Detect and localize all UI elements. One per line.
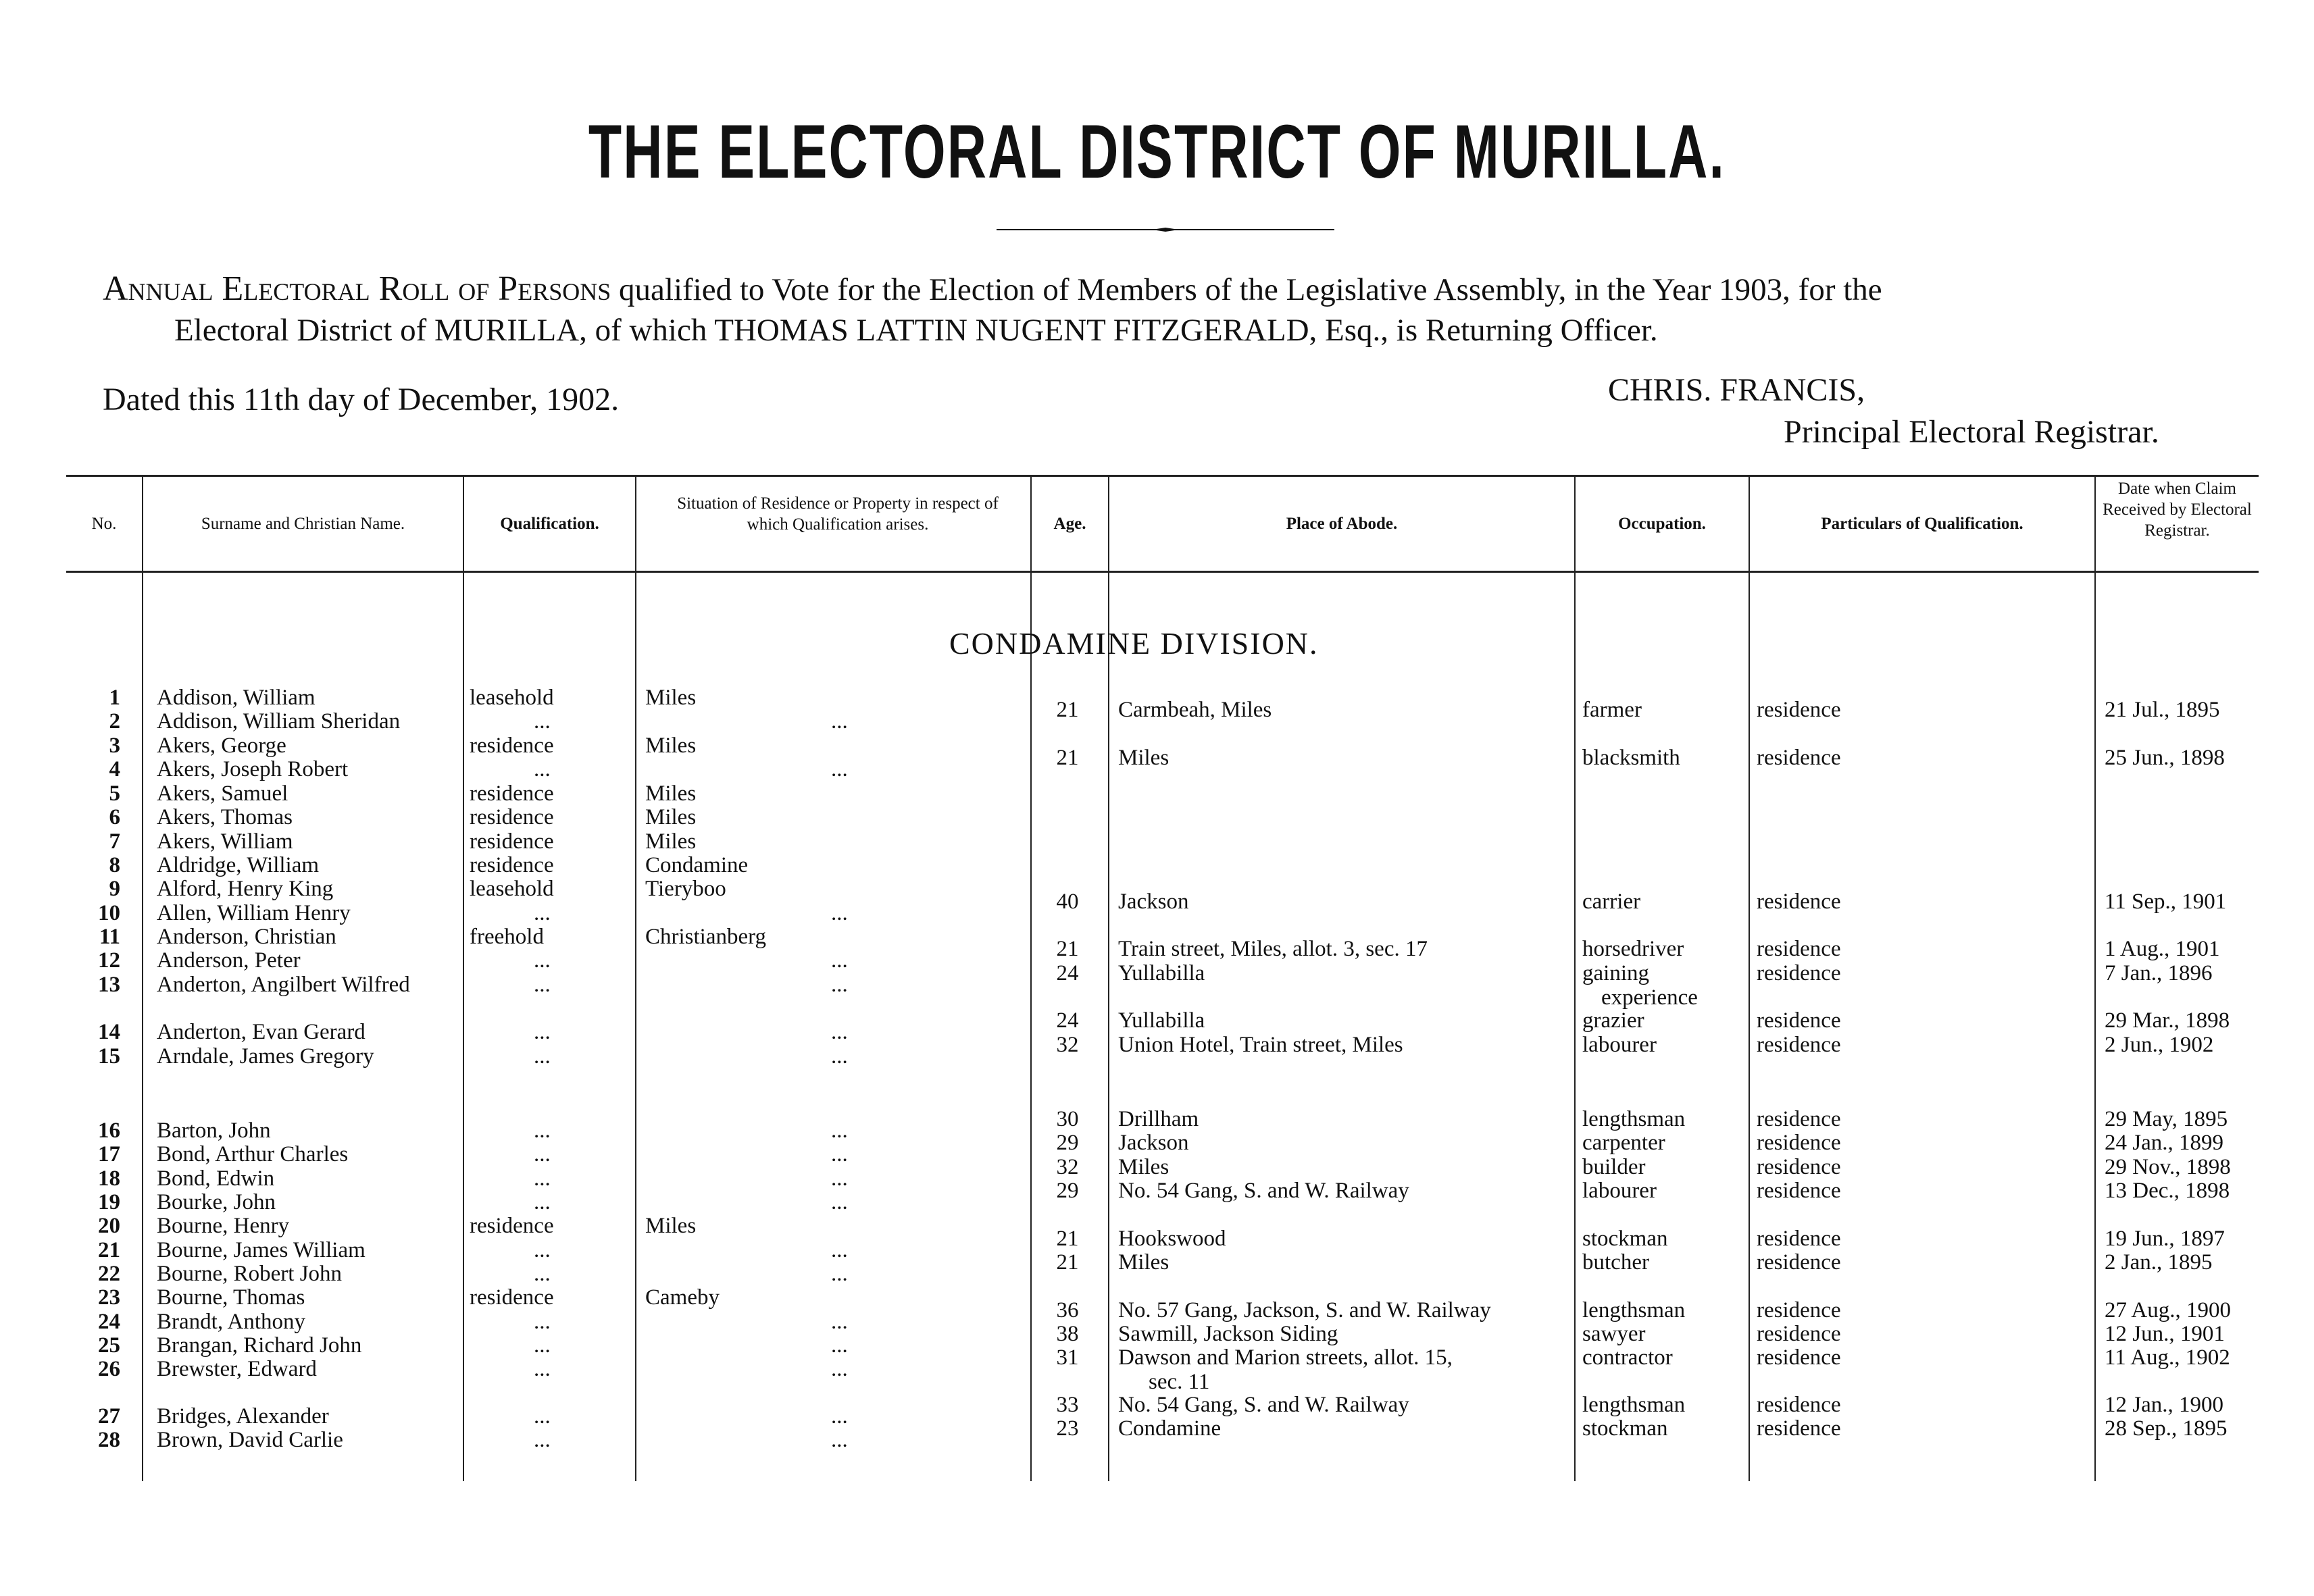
cell-date: 29 May, 1895 [2105,1107,2228,1131]
cell-date: 2 Jan., 1895 [2105,1250,2213,1275]
cell-qual: residence [470,853,554,877]
cell-sit: ... [831,1333,848,1358]
cell-no: 7 [109,829,120,854]
cell-no: 12 [98,948,120,973]
cell-no: 15 [98,1044,120,1069]
cell-name: Bourne, Henry [157,1214,290,1238]
header-age: Age. [1053,515,1086,533]
cell-part: residence [1757,1250,1841,1275]
cell-date: 11 Aug., 1902 [2105,1345,2230,1370]
cell-part: residence [1757,1322,1841,1346]
cell-date: 12 Jun., 1901 [2105,1322,2225,1346]
header-name: Surname and Christian Name. [201,515,405,533]
cell-sit: ... [831,1428,848,1452]
cell-sit: ... [831,1044,848,1069]
cell-occ: sawyer [1582,1322,1646,1346]
cell-part: residence [1757,1345,1841,1370]
cell-name: Bond, Arthur Charles [157,1142,349,1166]
cell-abode: Yullabilla [1118,1008,1205,1033]
cell-name: Bourne, James William [157,1238,366,1262]
cell-age: 30 [1056,1107,1079,1131]
cell-abode: No. 54 Gang, S. and W. Railway [1118,1179,1409,1203]
cell-age: 40 [1056,890,1079,914]
cell-no: 9 [109,877,120,901]
cell-no: 1 [109,686,120,710]
cell-age: 21 [1056,1227,1079,1251]
page-title: THE ELECTORAL DISTRICT OF MURILLA. [588,109,1726,194]
cell-name: Akers, George [157,733,286,758]
cell-abode: Jackson [1118,890,1189,914]
cell-abode-continued: sec. 11 [1149,1370,1210,1394]
intro-rest: qualified to Vote for the Election of Members of the Legislative Assembly, in the Year 1903, for the [611,272,1882,307]
cell-abode: Sawmill, Jackson Siding [1118,1322,1338,1346]
cell-part: residence [1757,746,1841,770]
cell-no: 14 [98,1020,120,1044]
cell-sit: Condamine [645,853,749,877]
cell-abode: Union Hotel, Train street, Miles [1118,1033,1403,1057]
cell-qual: ... [534,948,551,973]
cell-part: residence [1757,961,1841,985]
cell-sit: ... [831,1166,848,1191]
cell-sit: Miles [645,686,697,710]
cell-qual: freehold [470,925,544,949]
cell-occ: lengthsman [1582,1393,1686,1417]
cell-sit: ... [831,1190,848,1214]
column-divider [142,475,143,1481]
cell-occ: stockman [1582,1227,1668,1251]
cell-date: 13 Dec., 1898 [2105,1179,2230,1203]
cell-no: 16 [98,1118,120,1143]
header-situation: Situation of Residence or Property in respect of which Qualification arises. [677,494,999,534]
cell-name: Anderton, Evan Gerard [157,1020,366,1044]
cell-occ: lengthsman [1582,1298,1686,1322]
cell-qual: ... [534,1357,551,1381]
cell-name: Alford, Henry King [157,877,334,901]
cell-name: Akers, Thomas [157,805,293,829]
cell-name: Arndale, James Gregory [157,1044,374,1069]
cell-occ: grazier [1582,1008,1644,1033]
cell-abode: Jackson [1118,1131,1189,1155]
cell-sit: Miles [645,781,697,806]
column-divider [1574,475,1576,1481]
cell-sit: Miles [645,829,697,854]
cell-qual: ... [534,757,551,781]
cell-name: Brewster, Edward [157,1357,317,1381]
column-divider [1749,475,1750,1481]
cell-sit: Christianberg [645,925,767,949]
cell-sit: Miles [645,733,697,758]
cell-qual: ... [534,1404,551,1428]
title-ornament-rule [997,228,1334,232]
cell-name: Bourne, Robert John [157,1262,343,1286]
cell-name: Brandt, Anthony [157,1310,305,1334]
cell-no: 20 [98,1214,120,1238]
cell-age: 32 [1056,1155,1079,1179]
cell-sit: Tieryboo [645,877,726,901]
cell-no: 27 [98,1404,120,1428]
cell-qual: ... [534,1262,551,1286]
cell-part: residence [1757,1393,1841,1417]
cell-no: 26 [98,1357,120,1381]
division-heading: CONDAMINE DIVISION. [949,626,1319,661]
cell-abode: Miles [1118,746,1169,770]
cell-name: Allen, William Henry [157,901,351,925]
cell-qual: ... [534,1142,551,1166]
cell-age: 21 [1056,746,1079,770]
cell-occ: stockman [1582,1416,1668,1441]
cell-date: 21 Jul., 1895 [2105,698,2220,722]
cell-date: 24 Jan., 1899 [2105,1131,2223,1155]
cell-abode: Hookswood [1118,1227,1226,1251]
cell-occ-continued: experience [1601,985,1698,1010]
cell-no: 8 [109,853,120,877]
cell-qual: ... [534,1333,551,1358]
cell-sit: ... [831,1357,848,1381]
cell-occ: horsedriver [1582,937,1684,961]
cell-name: Anderson, Peter [157,948,301,973]
cell-name: Anderton, Angilbert Wilfred [157,973,410,997]
cell-sit: ... [831,709,848,733]
cell-abode: Miles [1118,1155,1169,1179]
header-qualification: Qualification. [500,515,599,533]
cell-name: Barton, John [157,1118,271,1143]
cell-no: 22 [98,1262,120,1286]
cell-occ: lengthsman [1582,1107,1686,1131]
cell-sit: ... [831,1310,848,1334]
cell-qual: residence [470,805,554,829]
cell-qual: ... [534,1190,551,1214]
cell-no: 25 [98,1333,120,1358]
cell-sit: ... [831,1118,848,1143]
cell-date: 11 Sep., 1901 [2105,890,2227,914]
cell-date: 25 Jun., 1898 [2105,746,2225,770]
cell-age: 24 [1056,961,1079,985]
cell-no: 10 [98,901,120,925]
column-divider [2094,475,2096,1481]
cell-age: 21 [1056,937,1079,961]
cell-no: 21 [98,1238,120,1262]
cell-no: 17 [98,1142,120,1166]
cell-part: residence [1757,1107,1841,1131]
cell-qual: ... [534,1118,551,1143]
cell-name: Bond, Edwin [157,1166,275,1191]
cell-occ: labourer [1582,1033,1657,1057]
cell-name: Aldridge, William [157,853,320,877]
header-date: Date when Claim Received by Electoral Registrar. [2103,480,2252,540]
cell-occ: builder [1582,1155,1646,1179]
cell-age: 21 [1056,698,1079,722]
cell-sit: ... [831,948,848,973]
column-divider [463,475,464,1481]
cell-sit: ... [831,1404,848,1428]
cell-date: 19 Jun., 1897 [2105,1227,2225,1251]
cell-part: residence [1757,1131,1841,1155]
cell-part: residence [1757,890,1841,914]
cell-occ: carrier [1582,890,1641,914]
cell-occ: carpenter [1582,1131,1665,1155]
cell-name: Addison, William Sheridan [157,709,401,733]
header-no: No. [91,515,117,533]
header-abode: Place of Abode. [1286,515,1398,533]
intro-smallcaps: Annual Electoral Roll of Persons [103,269,611,308]
cell-qual: leasehold [470,877,554,901]
cell-sit: ... [831,757,848,781]
cell-sit: ... [831,1020,848,1044]
cell-name: Akers, Samuel [157,781,288,806]
cell-abode: No. 57 Gang, Jackson, S. and W. Railway [1118,1298,1491,1322]
cell-qual: residence [470,1214,554,1238]
cell-age: 38 [1056,1322,1079,1346]
cell-no: 11 [99,925,120,949]
cell-name: Bourke, John [157,1190,276,1214]
cell-no: 2 [109,709,120,733]
cell-qual: residence [470,781,554,806]
cell-qual: leasehold [470,686,554,710]
cell-date: 2 Jun., 1902 [2105,1033,2214,1057]
cell-name: Bourne, Thomas [157,1285,305,1310]
cell-abode: No. 54 Gang, S. and W. Railway [1118,1393,1409,1417]
intro-line-2: Electoral District of MURILLA, of which THOMAS LATTIN NUGENT FITZGERALD, Esq., is Returning Officer. [174,313,1658,348]
cell-sit: Miles [645,805,697,829]
cell-name: Anderson, Christian [157,925,336,949]
cell-part: residence [1757,698,1841,722]
registrar-title: Principal Electoral Registrar. [1784,414,2159,450]
cell-no: 3 [109,733,120,758]
cell-part: residence [1757,1298,1841,1322]
cell-no: 19 [98,1190,120,1214]
cell-occ: butcher [1582,1250,1649,1275]
header-top-rule [66,475,2259,477]
cell-age: 23 [1056,1416,1079,1441]
cell-no: 4 [109,757,120,781]
cell-age: 31 [1056,1345,1079,1370]
cell-age: 29 [1056,1131,1079,1155]
cell-qual: ... [534,1166,551,1191]
cell-qual: ... [534,1044,551,1069]
header-occupation: Occupation. [1618,515,1706,533]
cell-sit: ... [831,973,848,997]
registrar-name: CHRIS. FRANCIS, [1608,372,1865,408]
cell-part: residence [1757,1155,1841,1179]
cell-sit: ... [831,1262,848,1286]
cell-qual: residence [470,1285,554,1310]
cell-name: Brown, David Carlie [157,1428,343,1452]
cell-no: 18 [98,1166,120,1191]
cell-qual: ... [534,901,551,925]
cell-sit: ... [831,1238,848,1262]
cell-date: 29 Nov., 1898 [2105,1155,2231,1179]
cell-qual: ... [534,1238,551,1262]
cell-occ: gaining [1582,961,1649,985]
cell-abode: Condamine [1118,1416,1222,1441]
cell-name: Akers, Joseph Robert [157,757,349,781]
cell-date: 7 Jan., 1896 [2105,961,2213,985]
cell-occ: contractor [1582,1345,1673,1370]
cell-date: 1 Aug., 1901 [2105,937,2220,961]
cell-part: residence [1757,1179,1841,1203]
cell-occ: blacksmith [1582,746,1680,770]
cell-sit: ... [831,1142,848,1166]
cell-part: residence [1757,1416,1841,1441]
cell-qual: ... [534,709,551,733]
cell-age: 32 [1056,1033,1079,1057]
cell-name: Bridges, Alexander [157,1404,329,1428]
cell-name: Akers, William [157,829,293,854]
cell-no: 6 [109,805,120,829]
cell-date: 29 Mar., 1898 [2105,1008,2230,1033]
cell-abode: Yullabilla [1118,961,1205,985]
dated-line: Dated this 11th day of December, 1902. [103,382,620,417]
cell-no: 13 [98,973,120,997]
cell-no: 24 [98,1310,120,1334]
cell-abode: Miles [1118,1250,1169,1275]
cell-date: 12 Jan., 1900 [2105,1393,2223,1417]
cell-no: 28 [98,1428,120,1452]
cell-part: residence [1757,1227,1841,1251]
cell-sit: Cameby [645,1285,720,1310]
cell-abode: Train street, Miles, allot. 3, sec. 17 [1118,937,1428,961]
cell-occ: labourer [1582,1179,1657,1203]
cell-part: residence [1757,937,1841,961]
cell-qual: ... [534,1310,551,1334]
cell-qual: residence [470,733,554,758]
header-bottom-rule [66,571,2259,573]
cell-qual: ... [534,1428,551,1452]
cell-qual: residence [470,829,554,854]
cell-age: 33 [1056,1393,1079,1417]
cell-age: 29 [1056,1179,1079,1203]
header-particulars: Particulars of Qualification. [1821,515,2023,533]
cell-abode: Drillham [1118,1107,1199,1131]
cell-sit: Miles [645,1214,697,1238]
cell-part: residence [1757,1008,1841,1033]
cell-abode: Dawson and Marion streets, allot. 15, [1118,1345,1453,1370]
cell-no: 5 [109,781,120,806]
cell-name: Addison, William [157,686,316,710]
cell-sit: ... [831,901,848,925]
cell-date: 28 Sep., 1895 [2105,1416,2228,1441]
cell-qual: ... [534,1020,551,1044]
cell-qual: ... [534,973,551,997]
column-divider [635,475,636,1481]
cell-age: 21 [1056,1250,1079,1275]
cell-occ: farmer [1582,698,1642,722]
cell-name: Brangan, Richard John [157,1333,362,1358]
cell-age: 24 [1056,1008,1079,1033]
cell-age: 36 [1056,1298,1079,1322]
cell-no: 23 [98,1285,120,1310]
cell-part: residence [1757,1033,1841,1057]
cell-date: 27 Aug., 1900 [2105,1298,2232,1322]
cell-abode: Carmbeah, Miles [1118,698,1272,722]
intro-line-1 [103,269,1882,309]
